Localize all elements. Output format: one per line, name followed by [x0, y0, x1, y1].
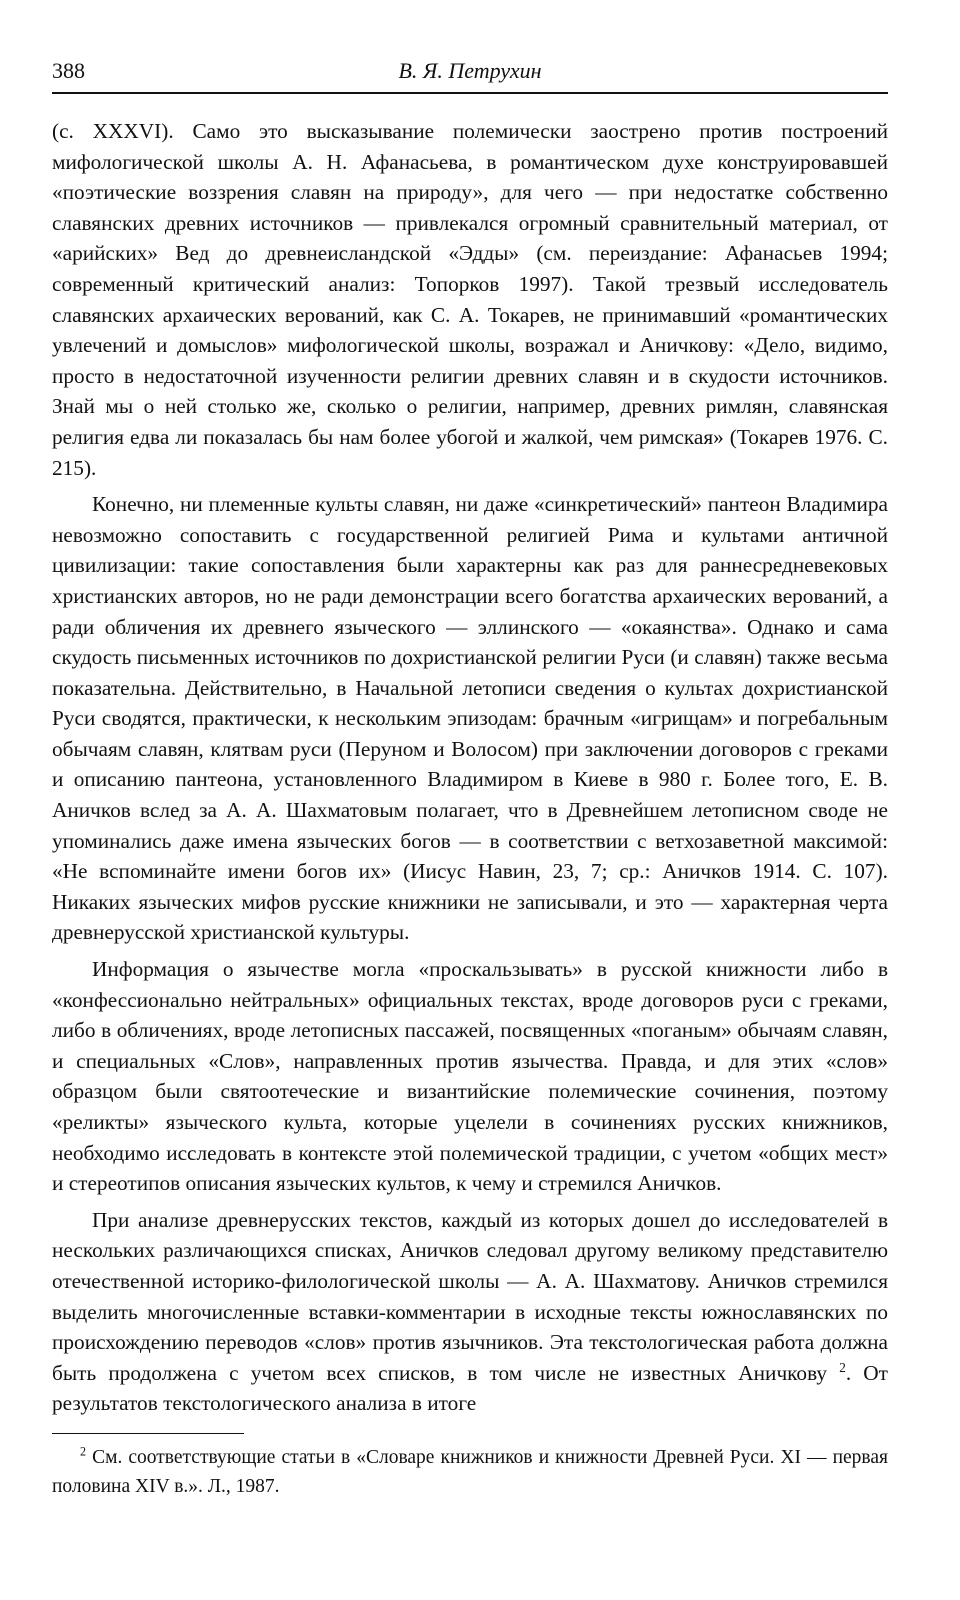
footnote-text: См. соответствующие статьи в «Словаре книжников и книжности Древней Руси. XI — первая половина XIV в.». Л., 1987.: [52, 1446, 889, 1497]
paragraph-4-tail: . От результатов текстологического анализа в итоге: [52, 1360, 888, 1416]
paragraph-1: (с. XXXVI). Само это высказывание полемически заострено против построений мифологической школы А. Н. Афанасьева, в романтическом духе конструировавшей «поэтические воззрения славян на природу», для чего — при недостатке собственно славянских древних источников — привлекался огромный сравнительный материал, от «арийских» Вед до древнеисландской «Эдды» (см. переиздание: Афанасьев 1994; современный критический анализ: Топорков 1997). Такой трезвый исследователь славянских архаических верований, как С. А. Токарев, не принимавший «романтических увлечений и домыслов» мифологической школы, возражал и Аничкову: «Дело, видимо, просто в недостаточной изученности религии древних славян и в скудости источников. Знай мы о ней столько же, сколько о религии, например, древних римлян, славянская религия едва ли показалась бы нам более убогой и жалкой, чем римская» (Токарев 1976. С. 215).: [52, 119, 888, 480]
paragraph-3: Информация о язычестве могла «проскальзывать» в русской книжности либо в «конфессионально нейтральных» официальных текстах, вроде договоров руси с греками, либо в обличениях, вроде летописных пассажей, посвященных «поганым» обычаям славян, и специальных «Слов», направленных против язычества. Правда, и для этих «слов» образцом были святоотеческие и византийские полемические сочинения, поэтому «реликты» языческого культа, которые уцелели в сочинениях русских книжников, необходимо исследовать в контексте этой полемической традиции, с учетом «общих мест» и стереотипов описания языческих культов, к чему и стремился Аничков.: [52, 957, 888, 1196]
paragraph-2: Конечно, ни племенные культы славян, ни даже «синкретический» пантеон Владимира невозможно сопоставить с государственной религией Рима и культами античной цивилизации: такие сопоставления были характерны как раз для раннесредневековых христианских авторов, но не ради демонстрации всего богатства архаических верований, а ради обличения их древнего языческого — эллинского — «окаянства». Однако и сама скудость письменных источников по дохристианской религии Руси (и славян) также весьма показательна. Действительно, в Начальной летописи сведения о культах дохристианской Руси сводятся, практически, к нескольким эпизодам: брачным «игрищам» и погребальным обычаям славян, клятвам руси (Перуном и Волосом) при заключении договоров с греками и описанию пантеона, установленного Владимиром в Киеве в 980 г. Более того, Е. В. Аничков вслед за А. А. Шахматовым полагает, что в Древнейшем летописном своде не упоминались даже имена языческих богов — в соответствии с ветхозаветной максимой: «Не вспоминайте имени богов их» (Иисус Навин, 23, 7; ср.: Аничков 1914. С. 107). Никаких языческих мифов русские книжники не записывали, и это — характерная черта древнерусской христианской культуры.: [52, 492, 888, 945]
book-page: [52, 56, 888, 1501]
running-header: [52, 56, 888, 94]
paragraph-4-text: При анализе древнерусских текстов, каждый из которых дошел до исследователей в нескольких различающихся списках, Аничков следовал другому великому представителю отечественной историко-филологической школы — А. А. Шахматову. Аничков стремился выделить многочисленные вставки-комментарии в исходные тексты южнославянских по происхождению переводов «слов» против язычников. Эта текстологическая работа должна быть продолжена с учетом всех списков, в том числе не известных Аничкову: [52, 1207, 888, 1385]
paragraph-4: [52, 1205, 888, 1419]
footnote-reference[interactable]: 2: [839, 1359, 846, 1375]
footnote-separator: [52, 1433, 244, 1434]
page-number: 388: [52, 58, 85, 83]
running-title: В. Я. Петрухин: [398, 58, 542, 83]
footnote-marker: 2: [80, 1444, 87, 1459]
page-body: [52, 116, 888, 1419]
footnote: [52, 1443, 888, 1501]
